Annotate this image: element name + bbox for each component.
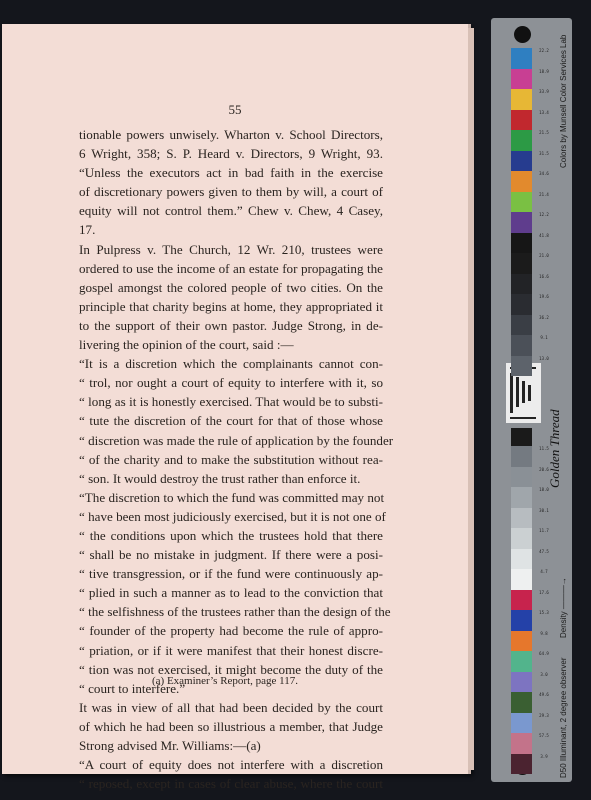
text-line: principle that charity begins at home, they appropriated it [79,298,383,314]
color-patch [511,733,532,754]
text-line: “ priation, or if it were manifest that their honest discre- [79,642,383,658]
color-patch [511,631,532,652]
density-value: 18.9 [539,68,549,74]
density-label: Density ———→ [559,577,568,638]
text-line: It was in view of all that had been decided by the court [79,699,383,715]
density-value: 41.8 [539,232,549,238]
page-body-text [79,125,394,793]
density-value: 13.0 [539,355,549,361]
text-line: ordered to use the income of an estate for propagating the [79,260,383,276]
text-line: “ founder of the property had become the rule of appro- [79,623,383,639]
color-patch [511,713,532,734]
density-value: 57.5 [539,733,549,738]
color-patch [511,171,532,192]
text-line: “ reposed, except in cases of clear abuse, where the court [79,776,383,792]
color-patch [511,233,532,254]
density-value: 18.0 [539,487,549,492]
text-line: In Pulpress v. The Church, 12 Wr. 210, trustees were [79,241,383,257]
density-value: 29.3 [539,712,549,718]
book-page [2,24,471,792]
density-value: 33.9 [539,89,549,94]
page-number: 55 [228,102,242,117]
density-value: 3.0 [540,671,548,677]
density-value: 31.5 [539,150,549,156]
density-value: 64.9 [539,651,549,656]
color-patch [511,651,532,672]
color-patch [511,672,532,693]
color-calibration-strip [491,18,572,782]
text-line: “A court of equity does not interfere with a discretion [79,757,383,773]
color-patch [511,253,532,274]
footnote: (a) Examiner’s Report, page 117. [152,675,299,687]
density-value: 49.6 [539,692,549,697]
page-edge [468,28,474,770]
text-line: “ court to interfere.” [79,680,186,696]
color-patch [511,508,532,529]
text-line: Strong advised Mr. Williams:—(a) [79,738,261,753]
color-patch [511,467,532,488]
density-value: 11.7 [539,528,549,533]
text-line: “ plied in such a manner as to lead to the conviction that [79,585,383,601]
density-value: 21.0 [539,253,549,258]
density-value: 11.5 [539,446,549,451]
text-line: “ discretion was made the rule of application by the founder [79,432,394,448]
color-patch [511,89,532,110]
density-value: 36.2 [539,314,549,320]
text-line: “ son. It would destroy the trust rather than enforce it. [79,470,361,486]
text-line: “ tute the discretion of the court for that of those whose [79,413,383,429]
color-patch [511,446,532,467]
text-line: of discretionary powers given to them by will, a court of [79,184,383,200]
color-patch [511,487,532,508]
density-value: 4.7 [540,569,548,574]
color-patch [511,274,532,295]
color-patch [511,130,532,151]
strip-hole-icon [514,26,531,43]
black-reference-patch [511,428,532,446]
text-line: “ the selfishness of the trustees rather than the design of the [79,604,391,620]
color-patch [511,549,532,570]
density-values [537,48,551,768]
color-patch [511,590,532,611]
color-patch [511,610,532,631]
text-line: 17. [79,222,96,238]
text-line: 6 Wright, 358; S. P. Heard v. Directors, 9 Wright, 93. [79,146,383,162]
text-line: “ trol, nor ought a court of equity to interfere with it, so [79,375,383,391]
golden-thread-signature: Golden Thread [547,409,562,488]
color-patch [511,69,532,90]
density-value: 22.2 [539,48,549,53]
color-patch [511,48,532,69]
color-patch [511,151,532,172]
density-value: 9.1 [540,335,548,340]
illuminant-label: D50 Illuminant, 2 degree observer [559,657,568,778]
text-line: livering the opinion of the court, said :— [79,337,294,353]
density-value: 9.8 [540,630,548,636]
density-value: 30.1 [539,507,549,513]
color-patch [511,315,532,336]
density-value: 21.4 [539,191,549,197]
text-line: “ the conditions upon which the trustees hold that there [79,527,383,543]
density-value: 12.2 [539,212,549,217]
color-patch [511,192,532,213]
density-value: 16.6 [539,273,549,279]
density-value: 34.6 [539,171,549,176]
color-patch [511,754,532,775]
color-patch [511,692,532,713]
density-value: 47.5 [539,548,549,554]
color-patch [511,356,532,377]
color-patch [511,294,532,315]
text-line: “ tion was not exercised, it might become the duty of the [79,661,383,677]
text-line: gospel amongst the colored people of two cities. On the [79,279,383,295]
text-line: tionable powers unwisely. Wharton v. School Directors, [79,127,383,142]
text-line: “The discretion to which the fund was committed may not [79,489,385,505]
density-value: 19.6 [539,294,549,299]
density-value: 13.4 [539,109,549,115]
density-value: 17.6 [539,589,549,595]
color-patch [511,212,532,233]
text-line: of which he had been so illustrious a member, that Judge [79,718,383,734]
text-line: “ of the charity and to make the substitution without rea- [79,451,383,467]
text-line: “It is a discretion which the complainants cannot con- [79,356,383,372]
color-patch [511,569,532,590]
density-value: 15.3 [539,610,549,615]
text-line: “ have been most judiciously exercised, but it is not one of [79,508,386,524]
color-patch [511,110,532,131]
strip-title: Colors by Munsell Color Services Lab [559,34,568,168]
text-line: equity will not control them.” Chew v. Chew, 4 Casey, [79,203,383,219]
text-line: “Unless the executors act in bad faith in the exercise [79,165,383,181]
text-line: “ long as it is honestly exercised. That would be to substi- [79,394,383,410]
text-line: to the support of their own pastor. Judge Strong, in de- [79,317,383,333]
density-value: 20.6 [539,466,549,472]
color-patch [511,528,532,549]
color-patch [511,335,532,356]
density-value: 21.5 [539,130,549,135]
density-value: 3.9 [540,753,548,759]
text-line: “ shall be no mistake in judgment. If there were a posi- [79,547,383,563]
text-line: “ tive transgression, or if the fund were continuously ap- [79,566,383,582]
